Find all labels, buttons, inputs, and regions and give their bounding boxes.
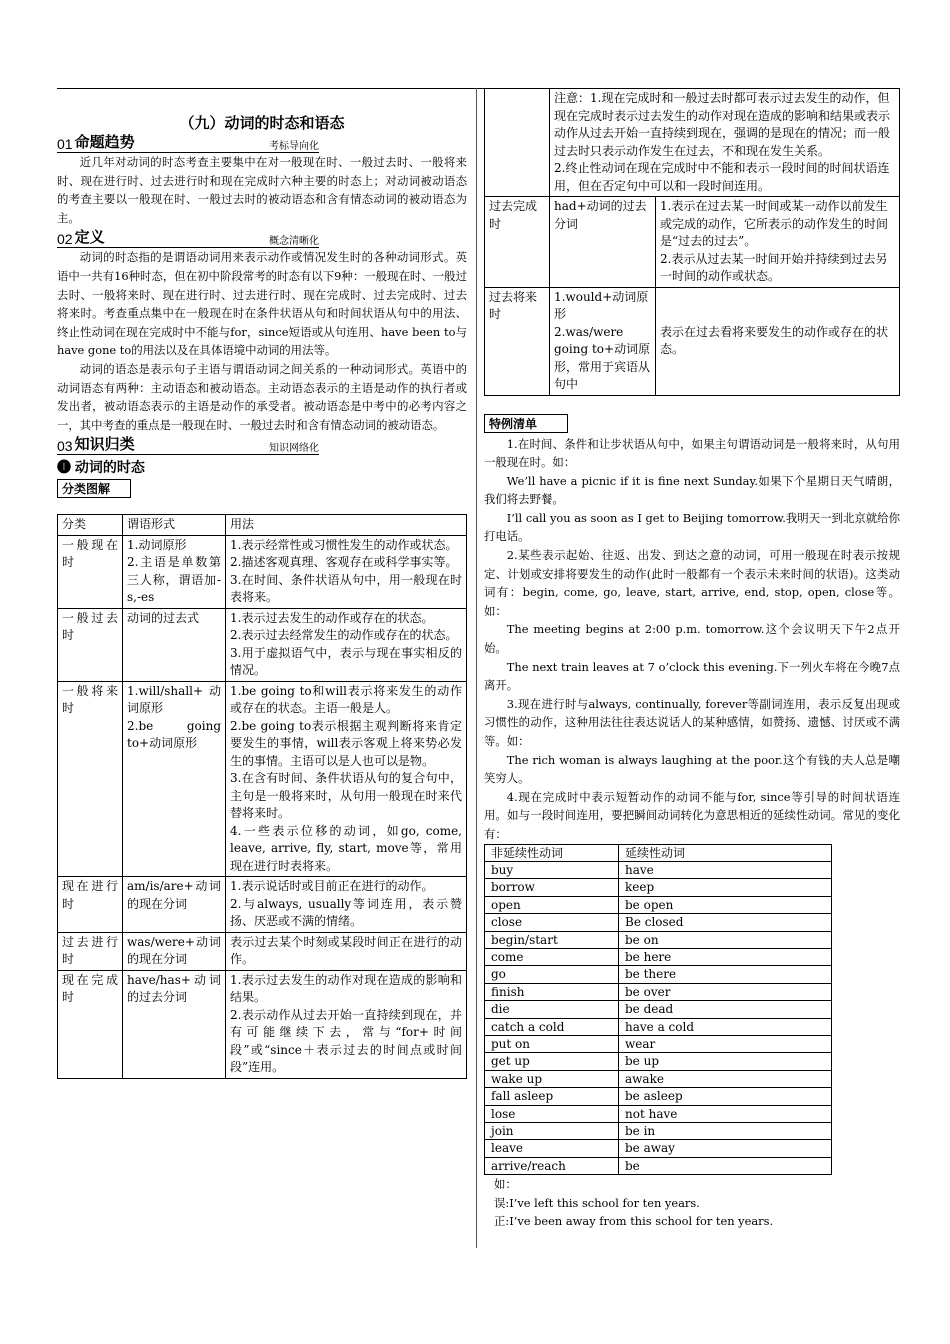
table-row — [485, 949, 832, 966]
table-row — [485, 896, 832, 913]
non-durative-verb: come — [485, 949, 619, 966]
tense-category: 一般将来时 — [58, 681, 123, 877]
header-cell: 用法 — [226, 515, 467, 536]
durative-verb: be away — [619, 1140, 832, 1157]
section-definition-header — [57, 229, 319, 248]
durative-verb: be in — [619, 1123, 832, 1140]
tense-usage — [226, 970, 467, 1078]
cell-line: had+动词的过去分词 — [554, 199, 647, 231]
left-column — [57, 112, 467, 1079]
table-row — [485, 1036, 832, 1053]
table-row — [485, 966, 832, 983]
table-row — [485, 1001, 832, 1018]
definition-paragraph-voice: 动词的语态是表示句子主语与谓语动词之间关系的一种动词形式。英语中的动词语态有两种：主动语态和被动语态。主动语态表示的主语是动作的执行者或发出者，被动语态表示的主语是动作的承受者。被动语态是中考中的必考内容之一，其中考查的重点是一般现在时、一般过去时和含有情态动词的被动语态。 — [57, 361, 467, 432]
table-row — [485, 931, 832, 948]
table-row — [58, 608, 467, 681]
non-durative-verb: go — [485, 966, 619, 983]
table-row — [58, 970, 467, 1078]
predicate-form — [123, 535, 226, 608]
cell-line: 1.be going to和will表示将来发生的动作或存在的状态。主语一般是人。 — [230, 683, 462, 716]
predicate-form — [123, 608, 226, 681]
predicate-form — [123, 932, 226, 970]
tense-usage — [226, 608, 467, 681]
cell-line: have/has+动词的过去分词 — [127, 972, 221, 1005]
section-subtitle: 考标导向化 — [269, 141, 319, 152]
empty-cell — [485, 89, 550, 197]
cell-line: 1.表示在过去某一时间或某一动作以前发生或完成的动作，它所表示的动作发生的时间是“过去的过去”。 — [660, 199, 889, 248]
section-number: 03 — [57, 438, 73, 455]
non-durative-verb: die — [485, 1001, 619, 1018]
durative-verb: be dead — [619, 1001, 832, 1018]
cell-line: am/is/are+动词的现在分词 — [127, 879, 221, 911]
durative-verb: be asleep — [619, 1088, 832, 1105]
example-sentence: We’ll have a picnic if it is fine next Sunday.如果下个星期日天气晴朗，我们将去野餐。 — [484, 473, 900, 507]
section-trend-header — [57, 134, 319, 153]
verb-conversion-table — [484, 844, 832, 1176]
non-durative-verb: join — [485, 1123, 619, 1140]
cell-line: 3.在含有时间、条件状语从句的复合句中，主句是一般将来时，从句用一般现在时来代替将来时。 — [230, 771, 462, 821]
example-sentence: The meeting begins at 2:00 p.m. tomorrow.这个会议明天下午2点开始。 — [484, 622, 900, 656]
column-divider — [476, 88, 477, 1248]
right-column — [484, 88, 900, 1231]
durative-verb: have — [619, 861, 832, 878]
table-row — [485, 1105, 832, 1122]
correct-example: 正:I’ve been away from this school for ten years. — [494, 1214, 774, 1229]
durative-verb: wear — [619, 1036, 832, 1053]
durative-verb: be up — [619, 1053, 832, 1070]
cell-line: 2.表示动作从过去开始一直持续到现在，并有可能继续下去，常与“for+时间段”或“since＋表示过去的时间点或时间段”连用。 — [230, 1007, 462, 1075]
tense-table — [57, 514, 467, 1079]
table-row — [485, 861, 832, 878]
durative-verb: be on — [619, 931, 832, 948]
header-cell: 非延续性动词 — [485, 844, 619, 861]
non-durative-verb: borrow — [485, 879, 619, 896]
table-header-row — [485, 844, 832, 861]
table-row — [485, 1088, 832, 1105]
durative-verb: keep — [619, 879, 832, 896]
non-durative-verb: begin/start — [485, 931, 619, 948]
tense-category: 现在完成时 — [58, 970, 123, 1078]
cell-line: 1.表示说话时或目前正在进行的动作。 — [230, 879, 434, 894]
table-row — [485, 89, 900, 197]
section-name: 定义 — [74, 229, 105, 247]
tense-category: 过去进行时 — [58, 932, 123, 970]
tense-usage — [656, 197, 900, 288]
durative-verb: be — [619, 1157, 832, 1174]
cell-line: 1.表示经常性或习惯性发生的动作或状态。 — [230, 537, 458, 552]
definition-paragraph-tense: 动词的时态指的是谓语动词用来表示动作或情况发生时的各种动词形式。英语中一共有16种时态，但在初中阶段常考的时态有以下9种：一般现在时、一般过去时、一般将来时、现在进行时、过去进行时、现在完成时、过去完成时、过去将来时。考查重点集中在一般现在时在条件状语从句和时间状语从句中的用法、终止性动词在现在完成时中不能与for，since短语或从句连用、have been to与have gone to的用法以及在具体语境中动词的用法等。 — [57, 250, 467, 358]
tense-category: 现在进行时 — [58, 877, 123, 933]
section-subtitle: 知识网络化 — [269, 443, 319, 455]
cell-line: 2.was/were going to+动词原形，常用于宾语从句中 — [554, 324, 651, 391]
tense-category: 过去完成时 — [485, 197, 550, 288]
durative-verb: be here — [619, 949, 832, 966]
cell-line: 3.用于虚拟语气中，表示与现在事实相反的情况。 — [230, 645, 462, 678]
cell-line: 2.与always, usually等词连用，表示赞扬、厌恶或不满的情绪。 — [230, 896, 462, 929]
non-durative-verb: leave — [485, 1140, 619, 1157]
cell-line: 1.would+动词原形 — [554, 289, 649, 321]
header-cell: 谓语形式 — [123, 515, 226, 536]
wrong-example: 误:I’ve left this school for ten years. — [494, 1195, 700, 1210]
tense-category: 一般现在时 — [58, 535, 123, 608]
cell-line: 2.be going to+动词原形 — [127, 718, 221, 751]
cell-line: was/were+动词的现在分词 — [127, 934, 221, 967]
tense-category: 过去将来时 — [485, 287, 550, 395]
predicate-form — [123, 681, 226, 877]
cell-line: 2.主语是单数第三人称，谓语加-s,-es — [127, 555, 221, 605]
table-row — [485, 983, 832, 1000]
table-header-row — [58, 515, 467, 536]
non-durative-verb: open — [485, 896, 619, 913]
durative-verb: have a cold — [619, 1018, 832, 1035]
cell-line: 3.在时间、条件状语从句中，用一般现在时表将来。 — [230, 572, 462, 605]
cell-line: 1.表示过去发生的动作对现在造成的影响和结果。 — [230, 972, 462, 1005]
table-row — [58, 877, 467, 933]
non-durative-verb: put on — [485, 1036, 619, 1053]
special-point-1: 1.在时间、条件和让步状语从句中，如果主句谓语动词是一般将来时，从句用一般现在时。如： — [484, 436, 900, 470]
non-durative-verb: lose — [485, 1105, 619, 1122]
section-subtitle: 概念清晰化 — [269, 236, 319, 248]
cell-line: 2.be going to表示根据主观判断将来肯定要发生的事情，will表示客观上将来势必发生的事情。主语可以是人也可以是物。 — [230, 718, 462, 768]
special-point-2: 2.某些表示起始、往返、出发、到达之意的动词，可用一般现在时表示按规定、计划或安排将要发生的动作(此时一般都有一个表示未来时间的状语)。这类动词有：begin, come, go, leave, start, arrive, end, stop, open, close等。如： — [484, 548, 900, 618]
section-number: 02 — [57, 231, 73, 248]
cell-line: 1.表示过去发生的动作或存在的状态。 — [230, 610, 434, 625]
non-durative-verb: get up — [485, 1053, 619, 1070]
note-cell — [550, 89, 900, 197]
cell-line: 2.终止性动词在现在完成时中不能和表示一段时间的时间状语连用，但在否定句中可以和一段时间连用。 — [554, 161, 890, 193]
predicate-form — [123, 877, 226, 933]
cell-line: 1.will/shall+动词原形 — [127, 683, 221, 716]
knowledge-heading: ❶ 动词的时态 — [57, 459, 145, 476]
table-row — [58, 681, 467, 877]
non-durative-verb: arrive/reach — [485, 1157, 619, 1174]
table-row — [485, 287, 900, 395]
predicate-form — [123, 970, 226, 1078]
table-row — [58, 932, 467, 970]
non-durative-verb: close — [485, 914, 619, 931]
cell-line: 注意：1.现在完成时和一般过去时都可表示过去发生的动作，但现在完成时表示过去发生的动作对现在造成的影响和结果或表示动作从过去开始一直持续到现在，强调的是现在的情况；而一般过去时只表示动作发生在过去，不和现在发生关系。 — [554, 91, 891, 158]
cell-line: 1.动词原形 — [127, 537, 187, 552]
tense-table-continued — [484, 88, 900, 396]
durative-verb: awake — [619, 1070, 832, 1087]
cell-line: 2.描述客观真理、客观存在或科学事实等。 — [230, 555, 458, 570]
non-durative-verb: catch a cold — [485, 1018, 619, 1035]
example-intro: 如： — [494, 1177, 517, 1192]
non-durative-verb: wake up — [485, 1070, 619, 1087]
tense-usage — [226, 932, 467, 970]
diagram-label: 分类图解 — [57, 479, 131, 498]
cell-line: 动词的过去式 — [127, 610, 200, 625]
section-knowledge-header — [57, 436, 319, 455]
tense-usage — [226, 877, 467, 933]
durative-verb: not have — [619, 1105, 832, 1122]
header-cell: 延续性动词 — [619, 844, 832, 861]
example-sentence: The next train leaves at 7 o’clock this evening.下一列火车将在今晚7点离开。 — [484, 659, 900, 693]
cell-line: 2.表示从过去某一时间开始并持续到过去另一时间的动作或状态。 — [660, 251, 888, 283]
tense-usage — [226, 535, 467, 608]
tense-usage — [226, 681, 467, 877]
durative-verb: be over — [619, 983, 832, 1000]
special-point-3: 3.现在进行时与always, continually, forever等副词连用，表示反复出现或习惯性的动作，这种用法往往表达说话人的某种感情，如赞扬、遗憾、讨厌或不满等。如： — [484, 696, 900, 748]
table-row — [485, 197, 900, 288]
predicate-form — [550, 287, 656, 395]
section-name: 命题趋势 — [74, 134, 135, 151]
section-number: 01 — [57, 136, 73, 152]
page-title: （九）动词的时态和语态 — [179, 114, 345, 132]
table-row — [58, 535, 467, 608]
table-row — [485, 1070, 832, 1087]
table-row — [485, 1140, 832, 1157]
table-row — [485, 1123, 832, 1140]
example-sentence: I’ll call you as soon as I get to Beijing tomorrow.我明天一到北京就给你打电话。 — [484, 510, 900, 544]
non-durative-verb: fall asleep — [485, 1088, 619, 1105]
cell-line: 2.表示过去经常发生的动作或存在的状态。 — [230, 628, 458, 643]
table-row — [485, 1018, 832, 1035]
table-row — [485, 879, 832, 896]
header-cell: 分类 — [58, 515, 123, 536]
tense-usage — [656, 287, 900, 395]
cell-line: 表示在过去看将来要发生的动作或存在的状态。 — [660, 324, 889, 356]
special-label: 特例清单 — [484, 414, 568, 433]
table-row — [485, 914, 832, 931]
table-row — [485, 1157, 832, 1174]
example-sentence: The rich woman is always laughing at the poor.这个有钱的夫人总是嘲笑穷人。 — [484, 752, 900, 786]
trend-paragraph: 近几年对动词的时态考查主要集中在对一般现在时、一般过去时、一般将来时、现在进行时、过去进行时和现在完成时六种主要的时态上；对动词被动语态的考查主要以一般现在时、一般过去时的被动语态和含有情态动词的被动语态为主。 — [57, 155, 467, 225]
predicate-form — [550, 197, 656, 288]
tense-category: 一般过去时 — [58, 608, 123, 681]
durative-verb: be there — [619, 966, 832, 983]
special-point-4: 4.现在完成时中表示短暂动作的动词不能与for, since等引导的时间状语连用。如与一段时间连用，要把瞬间动词转化为意思相近的延续性动词。常见的变化有： — [484, 789, 900, 841]
table-row — [485, 1053, 832, 1070]
section-name: 知识归类 — [74, 436, 135, 454]
durative-verb: be open — [619, 896, 832, 913]
cell-line: 4.一些表示位移的动词，如go, come, leave, arrive, fly, start, move等，常用现在进行时表将来。 — [230, 823, 462, 873]
cell-line: 表示过去某个时刻或某段时间正在进行的动作。 — [230, 934, 462, 967]
durative-verb: Be closed — [619, 914, 832, 931]
non-durative-verb: buy — [485, 861, 619, 878]
non-durative-verb: finish — [485, 983, 619, 1000]
